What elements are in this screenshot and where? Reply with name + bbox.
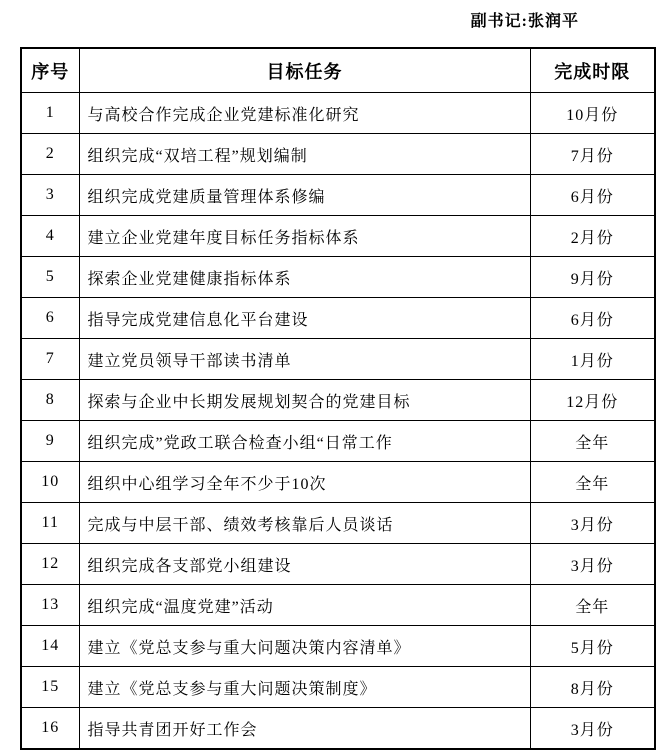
table-row: [21, 503, 655, 544]
table-row: [21, 585, 655, 626]
task-cell: 建立《党总支参与重大问题决策内容清单》: [79, 626, 530, 667]
table-row: [21, 134, 655, 175]
column-header-deadline: 完成时限: [530, 48, 655, 93]
table-row: [21, 298, 655, 339]
row-number-cell: 1: [21, 93, 79, 134]
deadline-cell: 全年: [530, 462, 655, 503]
task-cell: 组织完成各支部党小组建设: [79, 544, 530, 585]
row-number-cell: 3: [21, 175, 79, 216]
task-cell: 指导共青团开好工作会: [79, 708, 530, 750]
task-cell: 探索与企业中长期发展规划契合的党建目标: [79, 380, 530, 421]
table-row: [21, 380, 655, 421]
deadline-cell: 6月份: [530, 175, 655, 216]
table-row: [21, 421, 655, 462]
task-cell: 建立党员领导干部读书清单: [79, 339, 530, 380]
deadline-cell: 全年: [530, 421, 655, 462]
table-row: [21, 175, 655, 216]
table-row: [21, 93, 655, 134]
deadline-cell: 1月份: [530, 339, 655, 380]
deadline-cell: 3月份: [530, 544, 655, 585]
table-row: [21, 667, 655, 708]
task-cell: 组织完成“双培工程”规划编制: [79, 134, 530, 175]
row-number-cell: 9: [21, 421, 79, 462]
table-row: [21, 462, 655, 503]
row-number-cell: 2: [21, 134, 79, 175]
deadline-cell: 5月份: [530, 626, 655, 667]
table-row: [21, 257, 655, 298]
row-number-cell: 12: [21, 544, 79, 585]
deadline-cell: 7月份: [530, 134, 655, 175]
task-cell: 建立企业党建年度目标任务指标体系: [79, 216, 530, 257]
row-number-cell: 5: [21, 257, 79, 298]
deadline-cell: 12月份: [530, 380, 655, 421]
deadline-cell: 8月份: [530, 667, 655, 708]
table-row: [21, 339, 655, 380]
row-number-cell: 14: [21, 626, 79, 667]
table-row: [21, 626, 655, 667]
row-number-cell: 15: [21, 667, 79, 708]
deadline-cell: 2月份: [530, 216, 655, 257]
task-cell: 组织中心组学习全年不少于10次: [79, 462, 530, 503]
column-header-task: 目标任务: [79, 48, 530, 93]
task-cell: 探索企业党建健康指标体系: [79, 257, 530, 298]
task-cell: 组织完成党建质量管理体系修编: [79, 175, 530, 216]
row-number-cell: 16: [21, 708, 79, 750]
table-row: [21, 216, 655, 257]
task-cell: 完成与中层干部、绩效考核靠后人员谈话: [79, 503, 530, 544]
row-number-cell: 7: [21, 339, 79, 380]
deadline-cell: 10月份: [530, 93, 655, 134]
row-number-cell: 6: [21, 298, 79, 339]
task-cell: 建立《党总支参与重大问题决策制度》: [79, 667, 530, 708]
deadline-cell: 9月份: [530, 257, 655, 298]
deadline-cell: 3月份: [530, 708, 655, 750]
deadline-cell: 3月份: [530, 503, 655, 544]
row-number-cell: 11: [21, 503, 79, 544]
task-cell: 与高校合作完成企业党建标准化研究: [79, 93, 530, 134]
task-cell: 组织完成”党政工联合检查小组“日常工作: [79, 421, 530, 462]
deputy-secretary-label: 副书记:张润平: [470, 13, 579, 30]
row-number-cell: 4: [21, 216, 79, 257]
row-number-cell: 10: [21, 462, 79, 503]
row-number-cell: 8: [21, 380, 79, 421]
table-row: [21, 708, 655, 750]
task-cell: 指导完成党建信息化平台建设: [79, 298, 530, 339]
table-header-row: [21, 48, 655, 93]
deadline-cell: 全年: [530, 585, 655, 626]
column-header-no: 序号: [21, 48, 79, 93]
task-cell: 组织完成“温度党建”活动: [79, 585, 530, 626]
task-table: [20, 47, 656, 750]
row-number-cell: 13: [21, 585, 79, 626]
table-body: [21, 93, 655, 750]
deadline-cell: 6月份: [530, 298, 655, 339]
table-row: [21, 544, 655, 585]
